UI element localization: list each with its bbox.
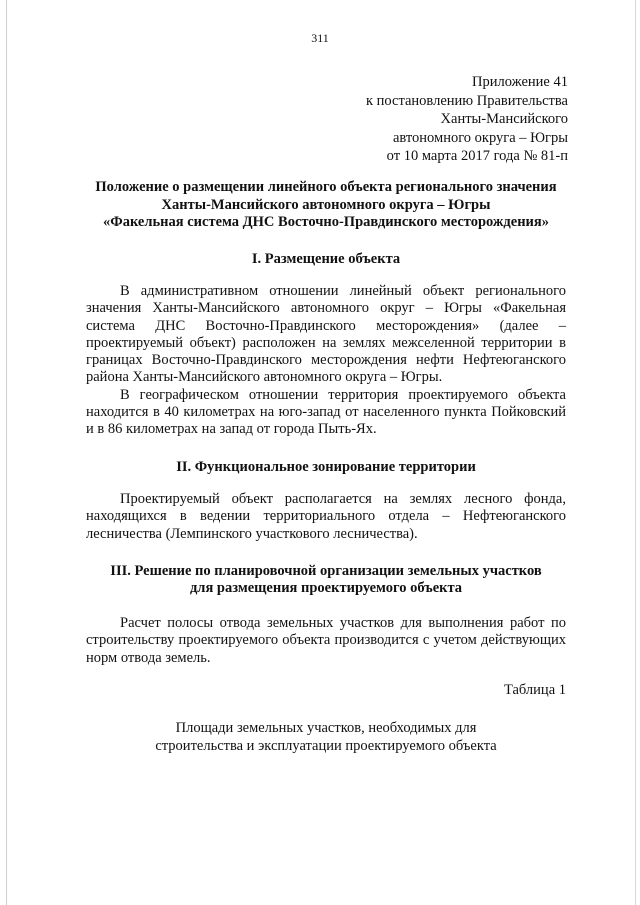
section-2-heading: II. Функциональное зонирование территории xyxy=(176,459,476,475)
section-2-body xyxy=(86,491,566,543)
appendix-line: автономного округа – Югры xyxy=(392,129,568,146)
appendix-line: к постановлению Правительства xyxy=(366,92,568,109)
heading-line: для размещения проектируемого объекта xyxy=(189,580,463,596)
document-title xyxy=(86,179,566,232)
appendix-line: от 10 марта 2017 года № 81-п xyxy=(386,148,568,165)
title-line: «Факельная система ДНС Восточно-Правдинского месторождения» xyxy=(102,214,550,230)
table-caption xyxy=(86,719,566,755)
table-label: Таблица 1 xyxy=(503,682,566,698)
appendix-block xyxy=(366,73,568,166)
title-line: Ханты-Мансийского автономного округа – Югры xyxy=(161,196,491,213)
paragraph: В географическом отношении территория проектируемого объекта находится в 40 километрах на юго-запад от населенного пункта Пойковский и в 86 километрах на запад от города Пыть-Ях. xyxy=(86,386,566,438)
section-3-heading xyxy=(86,563,566,597)
heading-line: III. Решение по планировочной организации земельных участков xyxy=(110,563,542,579)
caption-line: строительства и эксплуатации проектируемого объекта xyxy=(155,738,497,754)
title-line: Положение о размещении линейного объекта регионального значения xyxy=(95,179,557,195)
paragraph: В административном отношении линейный объект регионального значения Ханты-Мансийского автономного округ – Югры «Факельная система ДНС Восточно-Правдинского месторождения» (далее – проектируемый объект) расположен на землях межселенной территории в границах Восточно-Правдинского месторождения нефти Нефтеюганского района Ханты-Мансийского автономного округа – Югры. xyxy=(86,283,566,386)
paragraph: Проектируемый объект располагается на землях лесного фонда, находящихся в ведении территориального отдела – Нефтеюганского лесничества (Лемпинского участкового лесничества). xyxy=(86,491,566,542)
page-number: 311 xyxy=(311,31,329,45)
appendix-line: Ханты-Мансийского xyxy=(440,111,568,128)
caption-line: Площади земельных участков, необходимых для xyxy=(175,720,477,736)
scan-edge-left xyxy=(6,0,7,905)
scan-edge-right xyxy=(635,0,636,905)
section-1-body xyxy=(86,283,566,439)
appendix-line: Приложение 41 xyxy=(472,74,568,90)
section-3-body xyxy=(86,615,566,667)
paragraph: Расчет полосы отвода земельных участков для выполнения работ по строительству проектируемого объекта производится с учетом действующих норм отвода земель. xyxy=(86,615,566,666)
section-1-heading: I. Размещение объекта xyxy=(251,251,401,267)
